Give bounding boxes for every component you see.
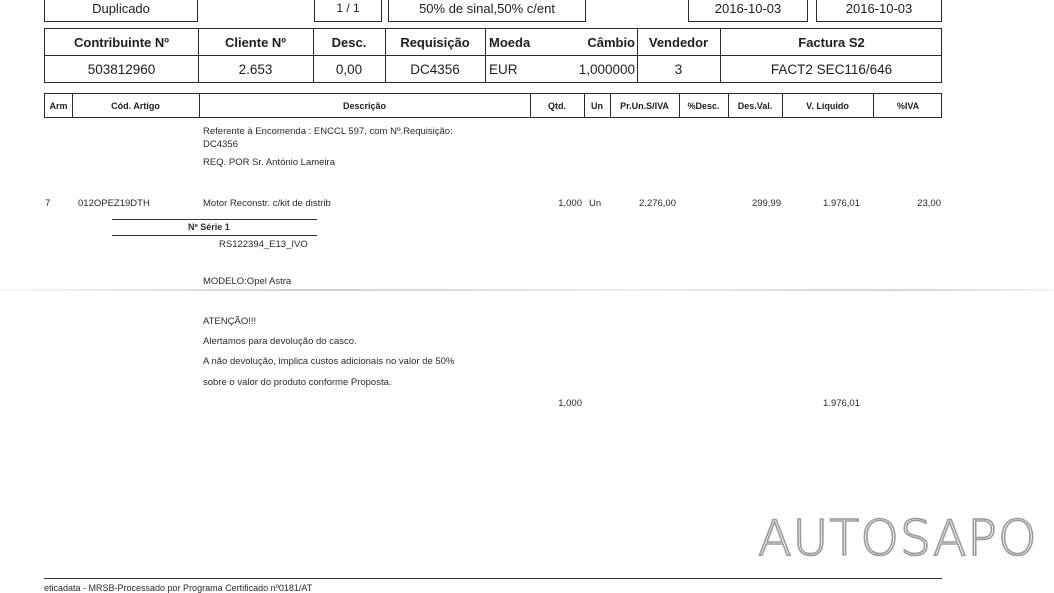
value-factura: FACT2 SEC116/646 — [770, 62, 893, 77]
reference-line-1: Referente à Encomenda : ENCCL 597, com Nº.Requisição: — [203, 126, 453, 137]
item-arm: 7 — [45, 198, 51, 209]
label-contribuinte: Contribuinte Nº — [73, 34, 169, 50]
label-vendedor: Vendedor — [648, 34, 709, 50]
col-v-liquido: V. Líquido — [806, 100, 849, 111]
total-v-liquido: 1.976,01 — [823, 398, 860, 409]
item-pr-un: 2.276,00 — [639, 198, 676, 209]
item-qtd: 1,000 — [558, 198, 582, 209]
col-pct-desc: %Desc. — [687, 100, 720, 111]
item-des-val: 299,99 — [751, 198, 781, 209]
col-pct-iva: %IVA — [896, 100, 920, 111]
pages: 1 / 1 — [336, 1, 360, 15]
footer-rule — [44, 578, 942, 579]
value-cliente: 2.653 — [238, 62, 273, 77]
label-cliente: Cliente Nº — [224, 34, 287, 50]
paper-fold-line — [0, 289, 1054, 291]
item-v-liquido: 1.976,01 — [823, 198, 860, 209]
item-code: 012OPEZ19DTH — [78, 198, 150, 209]
value-contribuinte: 503812960 — [87, 62, 156, 77]
copy-type: Duplicado — [92, 0, 150, 16]
alert-line-2: A não devolução, implica custos adicionais no valor de 50% — [203, 356, 455, 367]
copy-type-box — [44, 0, 198, 22]
col-un: Un — [591, 100, 603, 111]
item-description: Motor Reconstr. c/kit de distrib — [203, 198, 331, 209]
label-cambio: Câmbio — [587, 34, 635, 50]
label-moeda: Moeda — [489, 34, 531, 50]
serie-label: Nº Série 1 — [188, 222, 230, 232]
date-1-box — [688, 0, 808, 22]
value-requisicao: DC4356 — [410, 62, 460, 77]
date-1: 2016-10-03 — [714, 0, 782, 16]
value-desc: 0,00 — [335, 62, 363, 77]
label-desc: Desc. — [331, 34, 367, 50]
header-info-table — [44, 28, 942, 83]
col-arm: Arm — [49, 100, 68, 111]
date-2: 2016-10-03 — [845, 0, 913, 16]
alert-line-1: Alertamos para devolução do casco. — [203, 336, 357, 347]
col-qtd: Qtd. — [548, 100, 566, 111]
items-column-header — [44, 93, 942, 118]
serie-rule-top — [112, 219, 317, 220]
footer-text: eticadata - MRSB-Processado por Programa Certificado nº0181/AT — [44, 583, 313, 593]
label-requisicao: Requisição — [400, 34, 470, 50]
item-un: Un — [589, 198, 602, 209]
col-descricao: Descrição — [342, 100, 387, 111]
payment-terms-box — [388, 0, 586, 22]
col-pr-un: Pr.Un.S/IVA — [620, 100, 669, 111]
value-vendedor: 3 — [674, 62, 683, 77]
atencao: ATENÇÃO!!! — [203, 316, 257, 327]
total-qtd: 1,000 — [558, 398, 582, 409]
serie-value: RS122394_E13_IVO — [219, 239, 308, 250]
requested-by: REQ. POR Sr. António Lameira — [203, 157, 336, 168]
date-2-box — [816, 0, 942, 22]
payment-terms: 50% de sinal,50% c/ent — [419, 0, 555, 16]
autosapo-watermark: AUTOSAPO — [758, 510, 1038, 567]
serie-rule-bottom — [112, 235, 317, 236]
pages-box — [314, 0, 382, 22]
item-iva: 23,00 — [917, 198, 941, 209]
col-cod-artigo: Cód. Artigo — [111, 100, 160, 111]
value-cambio: 1,000000 — [578, 62, 635, 77]
alert-line-3: sobre o valor do produto conforme Proposta. — [203, 377, 392, 388]
col-des-val: Des.Val. — [737, 100, 773, 111]
label-factura: Factura S2 — [798, 34, 865, 50]
reference-line-2: DC4356 — [203, 139, 238, 150]
modelo: MODELO:Opel Astra — [203, 276, 292, 287]
value-moeda: EUR — [489, 62, 518, 77]
